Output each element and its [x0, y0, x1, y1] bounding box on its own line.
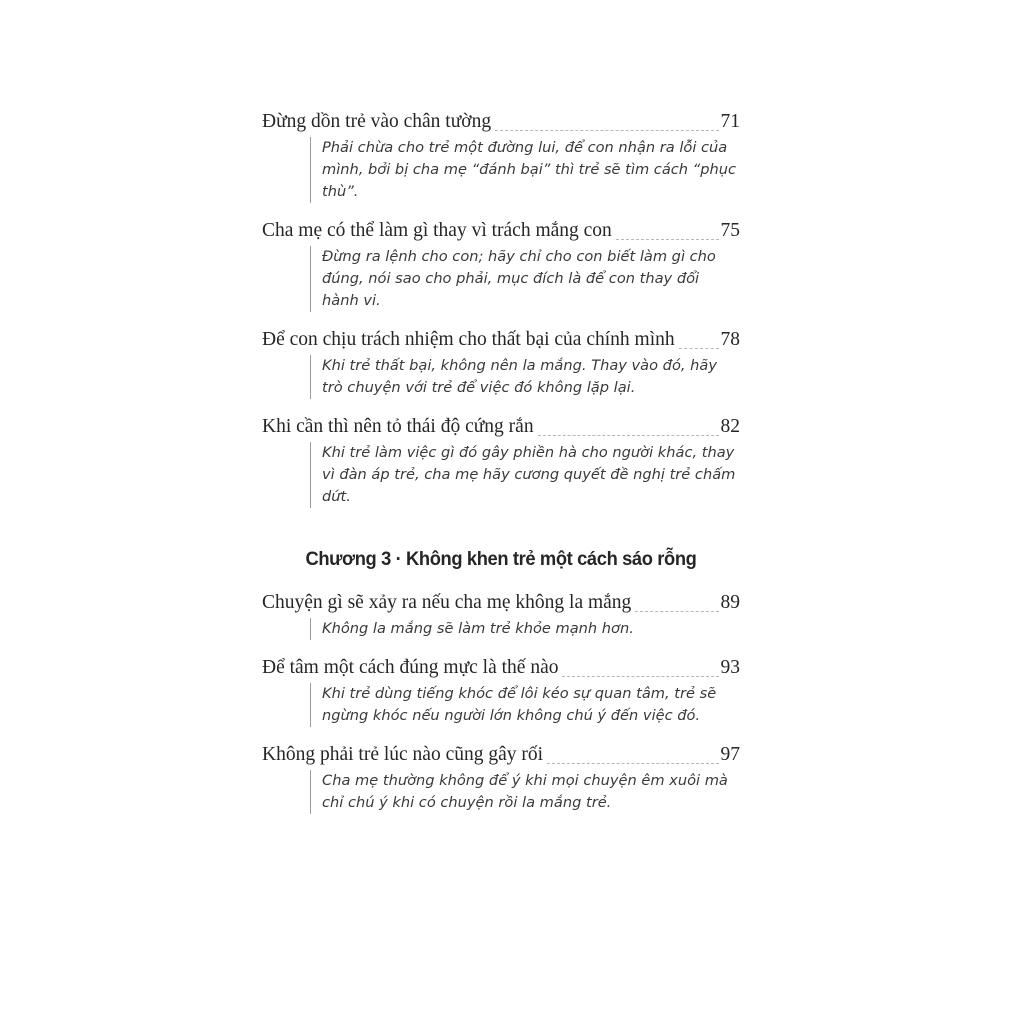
toc-entry-heading: [262, 413, 740, 441]
toc-entry-title: Không phải trẻ lúc nào cũng gây rối: [262, 744, 544, 765]
toc-entry-heading: [262, 589, 740, 617]
toc-entry: [262, 741, 740, 814]
toc-entry-summary: Cha mẹ thường không để ý khi mọi chuyện êm xuôi mà chỉ chú ý khi có chuyện rồi la mắng trẻ.: [310, 770, 740, 814]
toc-entry: [262, 326, 740, 399]
dotted-leader: [562, 676, 718, 677]
toc-entry-summary: Không la mắng sẽ làm trẻ khỏe mạnh hơn.: [310, 618, 740, 640]
toc-entry: [262, 108, 740, 203]
toc-entry-page: 82: [720, 416, 740, 437]
toc-entry-summary: Khi trẻ làm việc gì đó gây phiền hà cho người khác, thay vì đàn áp trẻ, cha mẹ hãy cương quyết đề nghị trẻ chấm dứt.: [310, 442, 740, 508]
toc-entry-heading: [262, 326, 740, 354]
toc-entry-title: Cha mẹ có thể làm gì thay vì trách mắng con: [262, 220, 612, 241]
toc-entry-heading: [262, 217, 740, 245]
toc-entry-title: Đừng dồn trẻ vào chân tường: [262, 111, 492, 132]
toc-entry-summary: Khi trẻ dùng tiếng khóc để lôi kéo sự quan tâm, trẻ sẽ ngừng khóc nếu người lớn không chú ý đến việc đó.: [310, 683, 740, 727]
toc-entry: [262, 217, 740, 312]
toc-section-chapter-3: [262, 548, 740, 814]
dotted-leader: [538, 435, 719, 436]
toc-entry-page: 71: [720, 111, 740, 132]
toc-entry-heading: [262, 741, 740, 769]
toc-entry-summary: Đừng ra lệnh cho con; hãy chỉ cho con biết làm gì cho đúng, nói sao cho phải, mục đích là để con thay đổi hành vi.: [310, 246, 740, 312]
dotted-leader: [495, 130, 718, 131]
toc-entry-page: 78: [720, 329, 740, 350]
dotted-leader: [635, 611, 718, 612]
toc-entry: [262, 654, 740, 727]
table-of-contents: [262, 108, 740, 828]
toc-entry: [262, 413, 740, 508]
toc-entry-heading: [262, 108, 740, 136]
dotted-leader: [547, 763, 718, 764]
toc-entry-title: Để con chịu trách nhiệm cho thất bại của chính mình: [262, 329, 675, 350]
dotted-leader: [616, 239, 719, 240]
toc-entry-page: 97: [720, 744, 740, 765]
toc-entry-summary: Phải chừa cho trẻ một đường lui, để con nhận ra lỗi của mình, bởi bị cha mẹ “đánh bại” thì trẻ sẽ tìm cách “phục thù”.: [310, 137, 740, 203]
toc-entry-summary: Khi trẻ thất bại, không nên la mắng. Thay vào đó, hãy trò chuyện với trẻ để việc đó không lặp lại.: [310, 355, 740, 399]
toc-entry-title: Chuyện gì sẽ xảy ra nếu cha mẹ không la mắng: [262, 592, 632, 613]
toc-entry: [262, 589, 740, 640]
dotted-leader: [679, 348, 719, 349]
toc-entry-title: Khi cần thì nên tỏ thái độ cứng rắn: [262, 416, 534, 437]
toc-entry-page: 93: [720, 657, 740, 678]
toc-entry-heading: [262, 654, 740, 682]
toc-entry-title: Để tâm một cách đúng mực là thế nào: [262, 657, 559, 678]
toc-entry-page: 89: [720, 592, 740, 613]
toc-section-continued: [262, 108, 740, 508]
toc-entry-page: 75: [720, 220, 740, 241]
chapter-title: Chương 3 · Không khen trẻ một cách sáo rỗng: [305, 548, 697, 570]
